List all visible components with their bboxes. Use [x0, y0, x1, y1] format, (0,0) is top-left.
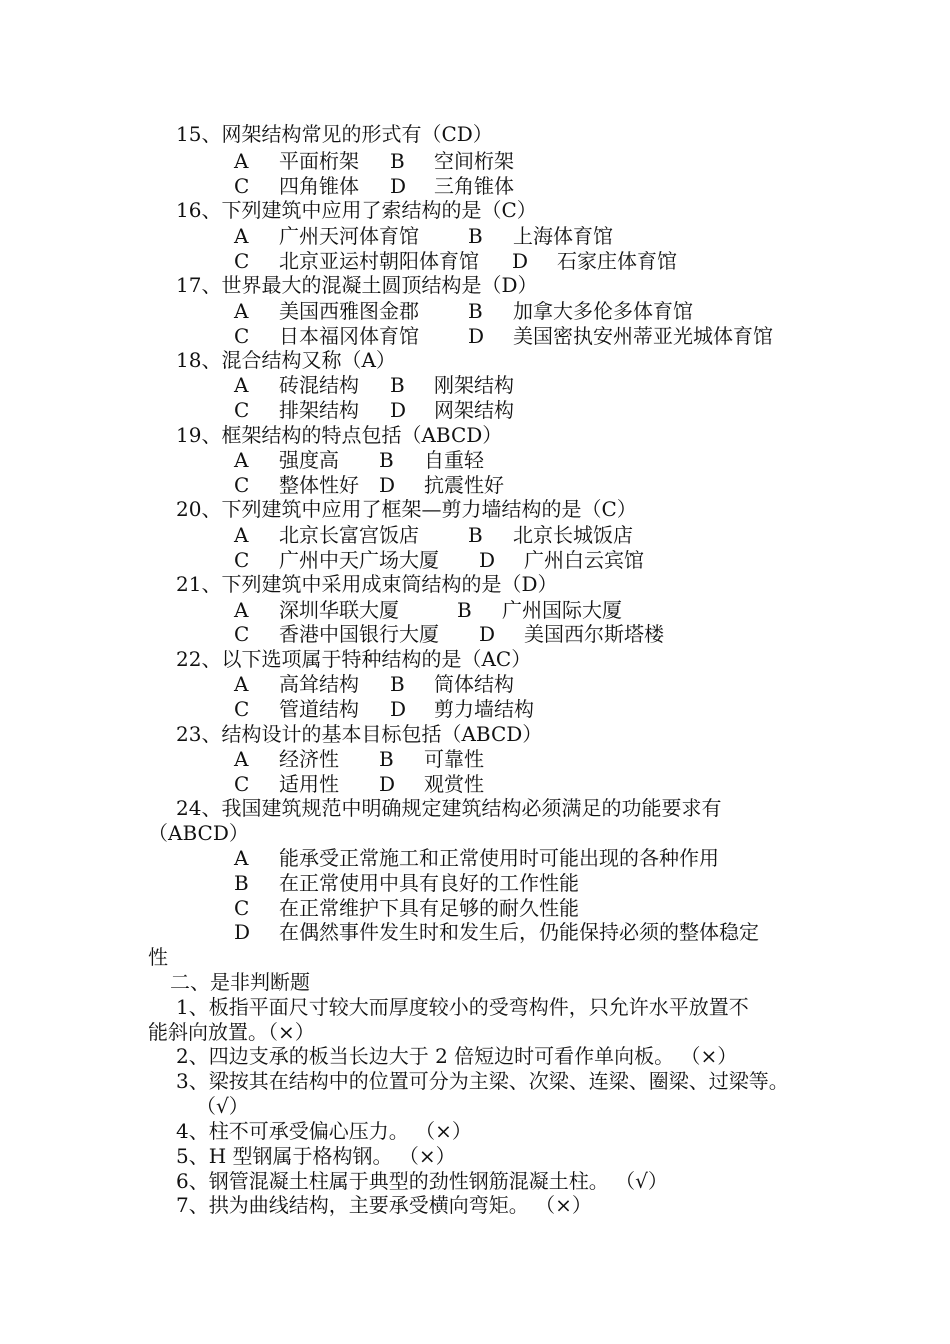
option-letter: C — [234, 398, 250, 422]
option-letter: D — [390, 398, 407, 422]
judgment-item-1: 1、板指平面尺寸较大而厚度较小的受弯构件，只允许水平放置不 — [176, 995, 749, 1019]
option-text: 刚架结构 — [434, 373, 514, 397]
judgment-item-2: 2、四边支承的板当长边大于 2 倍短边时可看作单向板。 （×） — [176, 1044, 738, 1068]
question-19-stem: 19、框架结构的特点包括（ABCD） — [176, 423, 503, 447]
option-text: 加拿大多伦多体育馆 — [513, 299, 693, 323]
option-text: 上海体育馆 — [513, 224, 613, 248]
option-letter: C — [234, 772, 250, 796]
option-text: 抗震性好 — [424, 473, 504, 497]
option-text: 三角锥体 — [434, 174, 514, 198]
option-letter: D — [234, 920, 251, 944]
option-letter: B — [390, 373, 405, 397]
question-20-stem: 20、下列建筑中应用了框架—剪力墙结构的是（C） — [176, 497, 637, 521]
option-letter: A — [234, 672, 249, 696]
option-text: 日本福冈体育馆 — [279, 324, 419, 348]
option-text: 石家庄体育馆 — [557, 249, 677, 273]
option-text: 排架结构 — [279, 398, 359, 422]
option-text: 强度高 — [279, 448, 339, 472]
option-text: 空间桁架 — [434, 149, 514, 173]
option-text: 适用性 — [279, 772, 339, 796]
option-text: 整体性好 — [279, 473, 359, 497]
question-24-stem: 24、我国建筑规范中明确规定建筑结构必须满足的功能要求有 — [176, 796, 722, 820]
option-letter: D — [379, 473, 396, 497]
option-text: 北京长富宫饭店 — [279, 523, 419, 547]
option-letter: B — [468, 523, 483, 547]
option-text: 平面桁架 — [279, 149, 359, 173]
option-letter: B — [379, 747, 394, 771]
option-letter: A — [234, 224, 249, 248]
option-letter: A — [234, 299, 249, 323]
question-22-stem: 22、以下选项属于特种结构的是（AC） — [176, 647, 532, 671]
option-letter: B — [468, 299, 483, 323]
option-text: 高耸结构 — [279, 672, 359, 696]
option-text: 广州白云宾馆 — [524, 548, 644, 572]
option-letter: C — [234, 249, 250, 273]
option-letter: B — [234, 871, 249, 895]
option-letter: A — [234, 598, 249, 622]
option-letter: D — [479, 548, 496, 572]
section-heading: 二、是非判断题 — [170, 970, 310, 994]
question-21-stem: 21、下列建筑中采用成束筒结构的是（D） — [176, 572, 558, 596]
option-letter: C — [234, 548, 250, 572]
option-text: 四角锥体 — [279, 174, 359, 198]
option-text: 深圳华联大厦 — [279, 598, 399, 622]
option-letter: A — [234, 373, 249, 397]
option-text: 自重轻 — [424, 448, 484, 472]
option-letter: C — [234, 174, 250, 198]
option-text: 北京长城饭店 — [513, 523, 633, 547]
option-text: 北京亚运村朝阳体育馆 — [279, 249, 479, 273]
option-letter: B — [457, 598, 472, 622]
option-text: 管道结构 — [279, 697, 359, 721]
option-text: 美国西尔斯塔楼 — [524, 622, 664, 646]
option-letter: D — [512, 249, 529, 273]
option-letter: A — [234, 846, 249, 870]
option-letter: D — [468, 324, 485, 348]
option-letter: B — [468, 224, 483, 248]
judgment-item-6: 6、钢管混凝土柱属于典型的劲性钢筋混凝土柱。 （√） — [176, 1169, 668, 1193]
judgment-item-3-wrap: （√） — [196, 1094, 249, 1118]
option-text: 可靠性 — [424, 747, 484, 771]
option-letter: D — [390, 174, 407, 198]
option-text: 香港中国银行大厦 — [279, 622, 439, 646]
option-text: 美国密执安州蒂亚光城体育馆 — [513, 324, 773, 348]
judgment-item-1-wrap: 能斜向放置。（×） — [148, 1020, 315, 1044]
judgment-item-3: 3、梁按其在结构中的位置可分为主梁、次梁、连梁、圈梁、过梁等。 — [176, 1069, 789, 1093]
option-letter: B — [390, 672, 405, 696]
option-letter: C — [234, 896, 250, 920]
judgment-item-7: 7、拱为曲线结构，主要承受横向弯矩。 （×） — [176, 1193, 592, 1217]
question-15-stem: 15、网架结构常见的形式有（CD） — [176, 122, 493, 146]
question-17-stem: 17、世界最大的混凝土圆顶结构是（D） — [176, 273, 538, 297]
option-letter: C — [234, 697, 250, 721]
option-letter: C — [234, 622, 250, 646]
question-18-stem: 18、混合结构又称（A） — [176, 348, 396, 372]
option-text: 美国西雅图金郡 — [279, 299, 419, 323]
option-text: 能承受正常施工和正常使用时可能出现的各种作用 — [279, 846, 719, 870]
option-letter: A — [234, 747, 249, 771]
option-letter: A — [234, 149, 249, 173]
question-24-option-wrap: 性 — [148, 945, 168, 969]
option-letter: D — [390, 697, 407, 721]
judgment-item-5: 5、H 型钢属于格构钢。 （×） — [176, 1144, 456, 1168]
question-16-stem: 16、下列建筑中应用了索结构的是（C） — [176, 198, 537, 222]
option-letter: C — [234, 473, 250, 497]
judgment-item-4: 4、柱不可承受偏心压力。 （×） — [176, 1119, 472, 1143]
option-text: 观赏性 — [424, 772, 484, 796]
option-letter: D — [379, 772, 396, 796]
option-letter: B — [390, 149, 405, 173]
question-23-stem: 23、结构设计的基本目标包括（ABCD） — [176, 722, 543, 746]
option-text: 筒体结构 — [434, 672, 514, 696]
option-text: 广州天河体育馆 — [279, 224, 419, 248]
option-text: 广州中天广场大厦 — [279, 548, 439, 572]
option-letter: A — [234, 523, 249, 547]
option-text: 广州国际大厦 — [502, 598, 622, 622]
option-text: 在正常使用中具有良好的工作性能 — [279, 871, 579, 895]
option-text: 在正常维护下具有足够的耐久性能 — [279, 896, 579, 920]
option-text: 剪力墙结构 — [434, 697, 534, 721]
option-text: 砖混结构 — [279, 373, 359, 397]
option-letter: C — [234, 324, 250, 348]
option-letter: B — [379, 448, 394, 472]
option-letter: A — [234, 448, 249, 472]
option-text: 在偶然事件发生时和发生后，仍能保持必须的整体稳定 — [279, 920, 759, 944]
option-letter: D — [479, 622, 496, 646]
option-text: 经济性 — [279, 747, 339, 771]
question-24-stem-wrap: （ABCD） — [148, 821, 249, 845]
option-text: 网架结构 — [434, 398, 514, 422]
